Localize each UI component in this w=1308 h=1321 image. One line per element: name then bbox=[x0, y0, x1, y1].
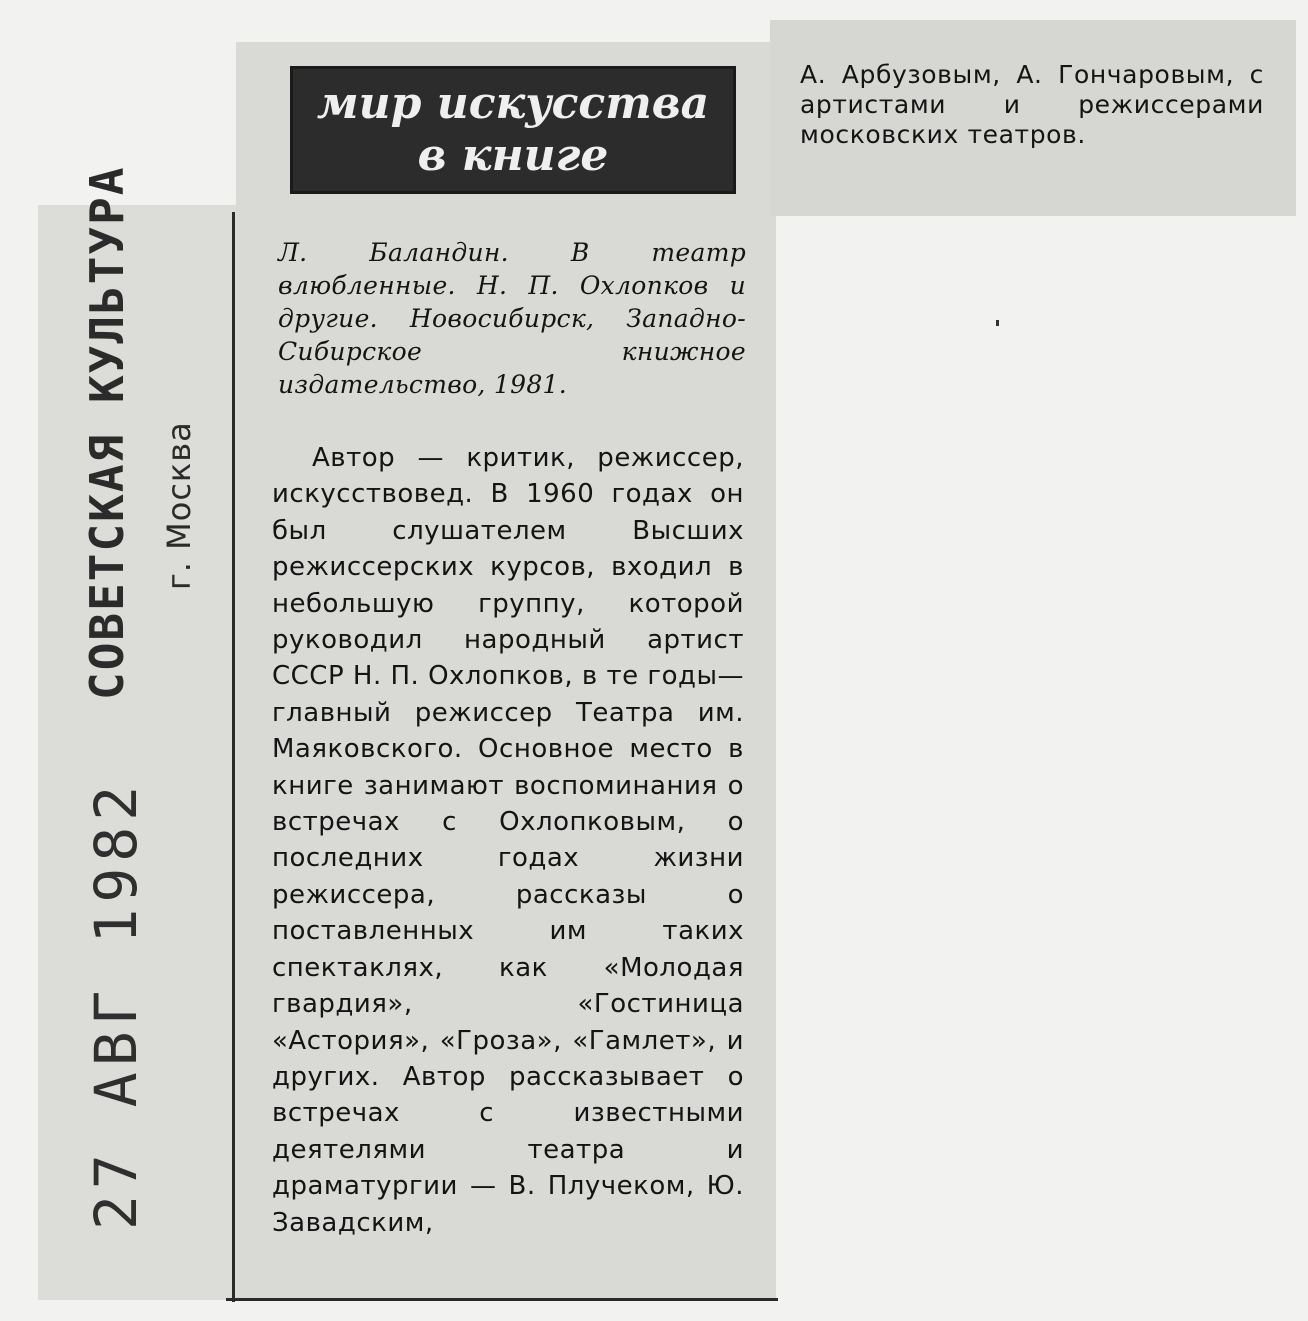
city-stamp: г. Москва bbox=[160, 421, 198, 590]
clipping-border-left bbox=[232, 212, 235, 1302]
newspaper-stamp bbox=[80, 540, 100, 700]
date-stamp: 27 АВГ 1982 bbox=[82, 779, 150, 1230]
rubric-title-line2: в книге bbox=[417, 130, 609, 181]
paper-speck bbox=[996, 320, 999, 326]
rubric-header bbox=[290, 66, 736, 194]
book-citation: Л. Баландин. В театр влюбленные. Н. П. Охлопков и другие. Новосибирск, Западно-Сибирское книжное издательство, 1981. bbox=[278, 238, 746, 399]
review-body: Автор — критик, режиссер, искусствовед. В 1960 годах он был слушателем Высших режиссерских курсов, входил в небольшую группу, которой руководил народный артист СССР Н. П. Охлопков, в те годы—главный режиссер Театра им. Маяковского. Основное место в книге занимают воспоминания о встречах с Охлопковым, о последних годах жизни режиссера, рассказы о поставленных им таких спектаклях, как «Молодая гвардия», «Гостиница «Астория», «Гроза», «Гамлет», и других. Автор рассказывает о встречах с известными деятелями театра и драматургии — В. Плучеком, Ю. Завадским, bbox=[272, 443, 744, 1238]
clipping-border-bottom bbox=[226, 1298, 778, 1301]
review-continuation: А. Арбузовым, А. Гончаровым, с артистами и режиссерами московских театров. bbox=[800, 60, 1264, 149]
rubric-title-line1: мир искусства bbox=[316, 78, 710, 129]
